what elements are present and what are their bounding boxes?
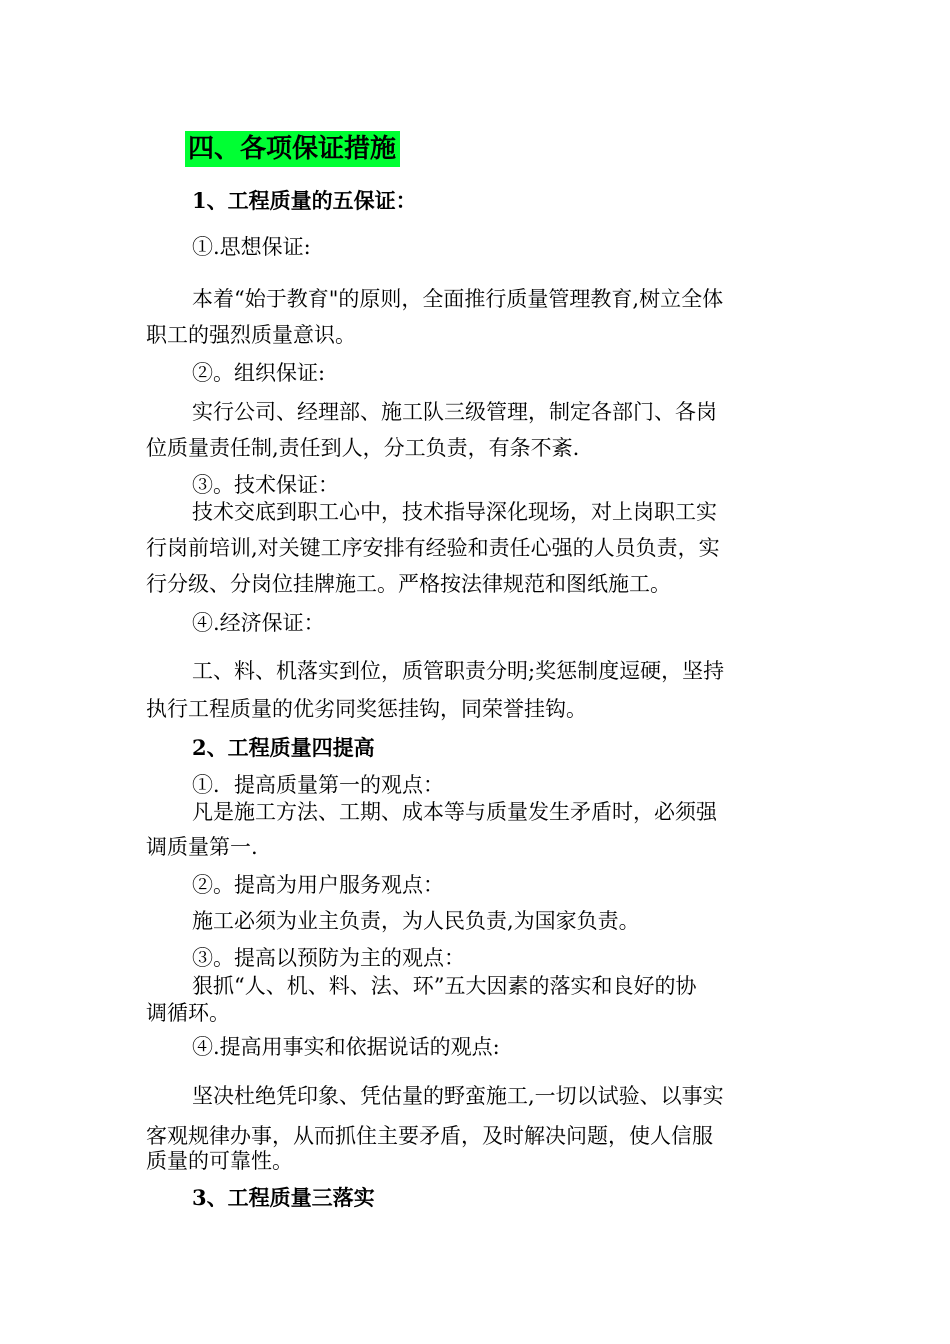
- s1-item2-line1: 实行公司、经理部、施工队三级管理，制定各部门、各岗: [192, 400, 717, 424]
- s1-item3-line3: 行分级、分岗位挂牌施工。严格按法律规范和图纸施工。: [146, 572, 671, 596]
- s1-item1-line2: 职工的强烈质量意识。: [146, 323, 356, 347]
- s2-item1-label: ①．提高质量第一的观点：: [192, 773, 444, 797]
- s1-item2-label: ②。组织保证:: [192, 361, 326, 385]
- s2-item3-line1: 狠抓“人、机、料、法、环”五大因素的落实和良好的协: [192, 974, 697, 998]
- s1-item2-line2: 位质量责任制,责任到人，分工负责，有条不紊.: [146, 436, 580, 460]
- s2-item4-label: ④.提高用事实和依据说话的观点:: [192, 1035, 500, 1059]
- section2-title: 2、工程质量四提高: [192, 735, 375, 760]
- s2-item4-line2: 客观规律办事，从而抓住主要矛盾，及时解决问题，使人信服: [146, 1124, 713, 1148]
- s1-item1-line1: 本着“始于教育"的原则，全面推行质量管理教育,树立全体: [192, 287, 724, 311]
- s2-item1-line2: 调质量第一.: [146, 835, 258, 859]
- section3-title: 3、工程质量三落实: [192, 1185, 375, 1210]
- s2-item3-label: ③。提高以预防为主的观点：: [192, 946, 465, 970]
- s1-item4-label: ④.经济保证：: [192, 611, 325, 635]
- s2-item1-line1: 凡是施工方法、工期、成本等与质量发生矛盾时，必须强: [192, 800, 717, 824]
- section1-title: 1、工程质量的五保证：: [192, 188, 417, 213]
- section-heading: 四、各项保证措施: [185, 131, 400, 167]
- s1-item3-line1: 技术交底到职工心中，技术指导深化现场，对上岗职工实: [192, 500, 717, 524]
- s1-item1-label: ①.思想保证:: [192, 235, 311, 259]
- s2-item3-line2: 调循环。: [146, 1001, 230, 1025]
- s1-item3-label: ③。技术保证：: [192, 473, 339, 497]
- s2-item2-label: ②。提高为用户服务观点：: [192, 873, 444, 897]
- s1-item3-line2: 行岗前培训,对关键工序安排有经验和责任心强的人员负责，实: [146, 536, 720, 560]
- s1-item4-line1: 工、料、机落实到位，质管职责分明;奖惩制度逗硬，坚持: [192, 659, 725, 683]
- s1-item4-line2: 执行工程质量的优劣同奖惩挂钩，同荣誉挂钩。: [146, 697, 587, 721]
- s2-item4-line3: 质量的可靠性。: [146, 1149, 293, 1173]
- s2-item2-line1: 施工必须为业主负责，为人民负责,为国家负责。: [192, 909, 640, 933]
- s2-item4-line1: 坚决杜绝凭印象、凭估量的野蛮施工,一切以试验、以事实: [192, 1084, 724, 1108]
